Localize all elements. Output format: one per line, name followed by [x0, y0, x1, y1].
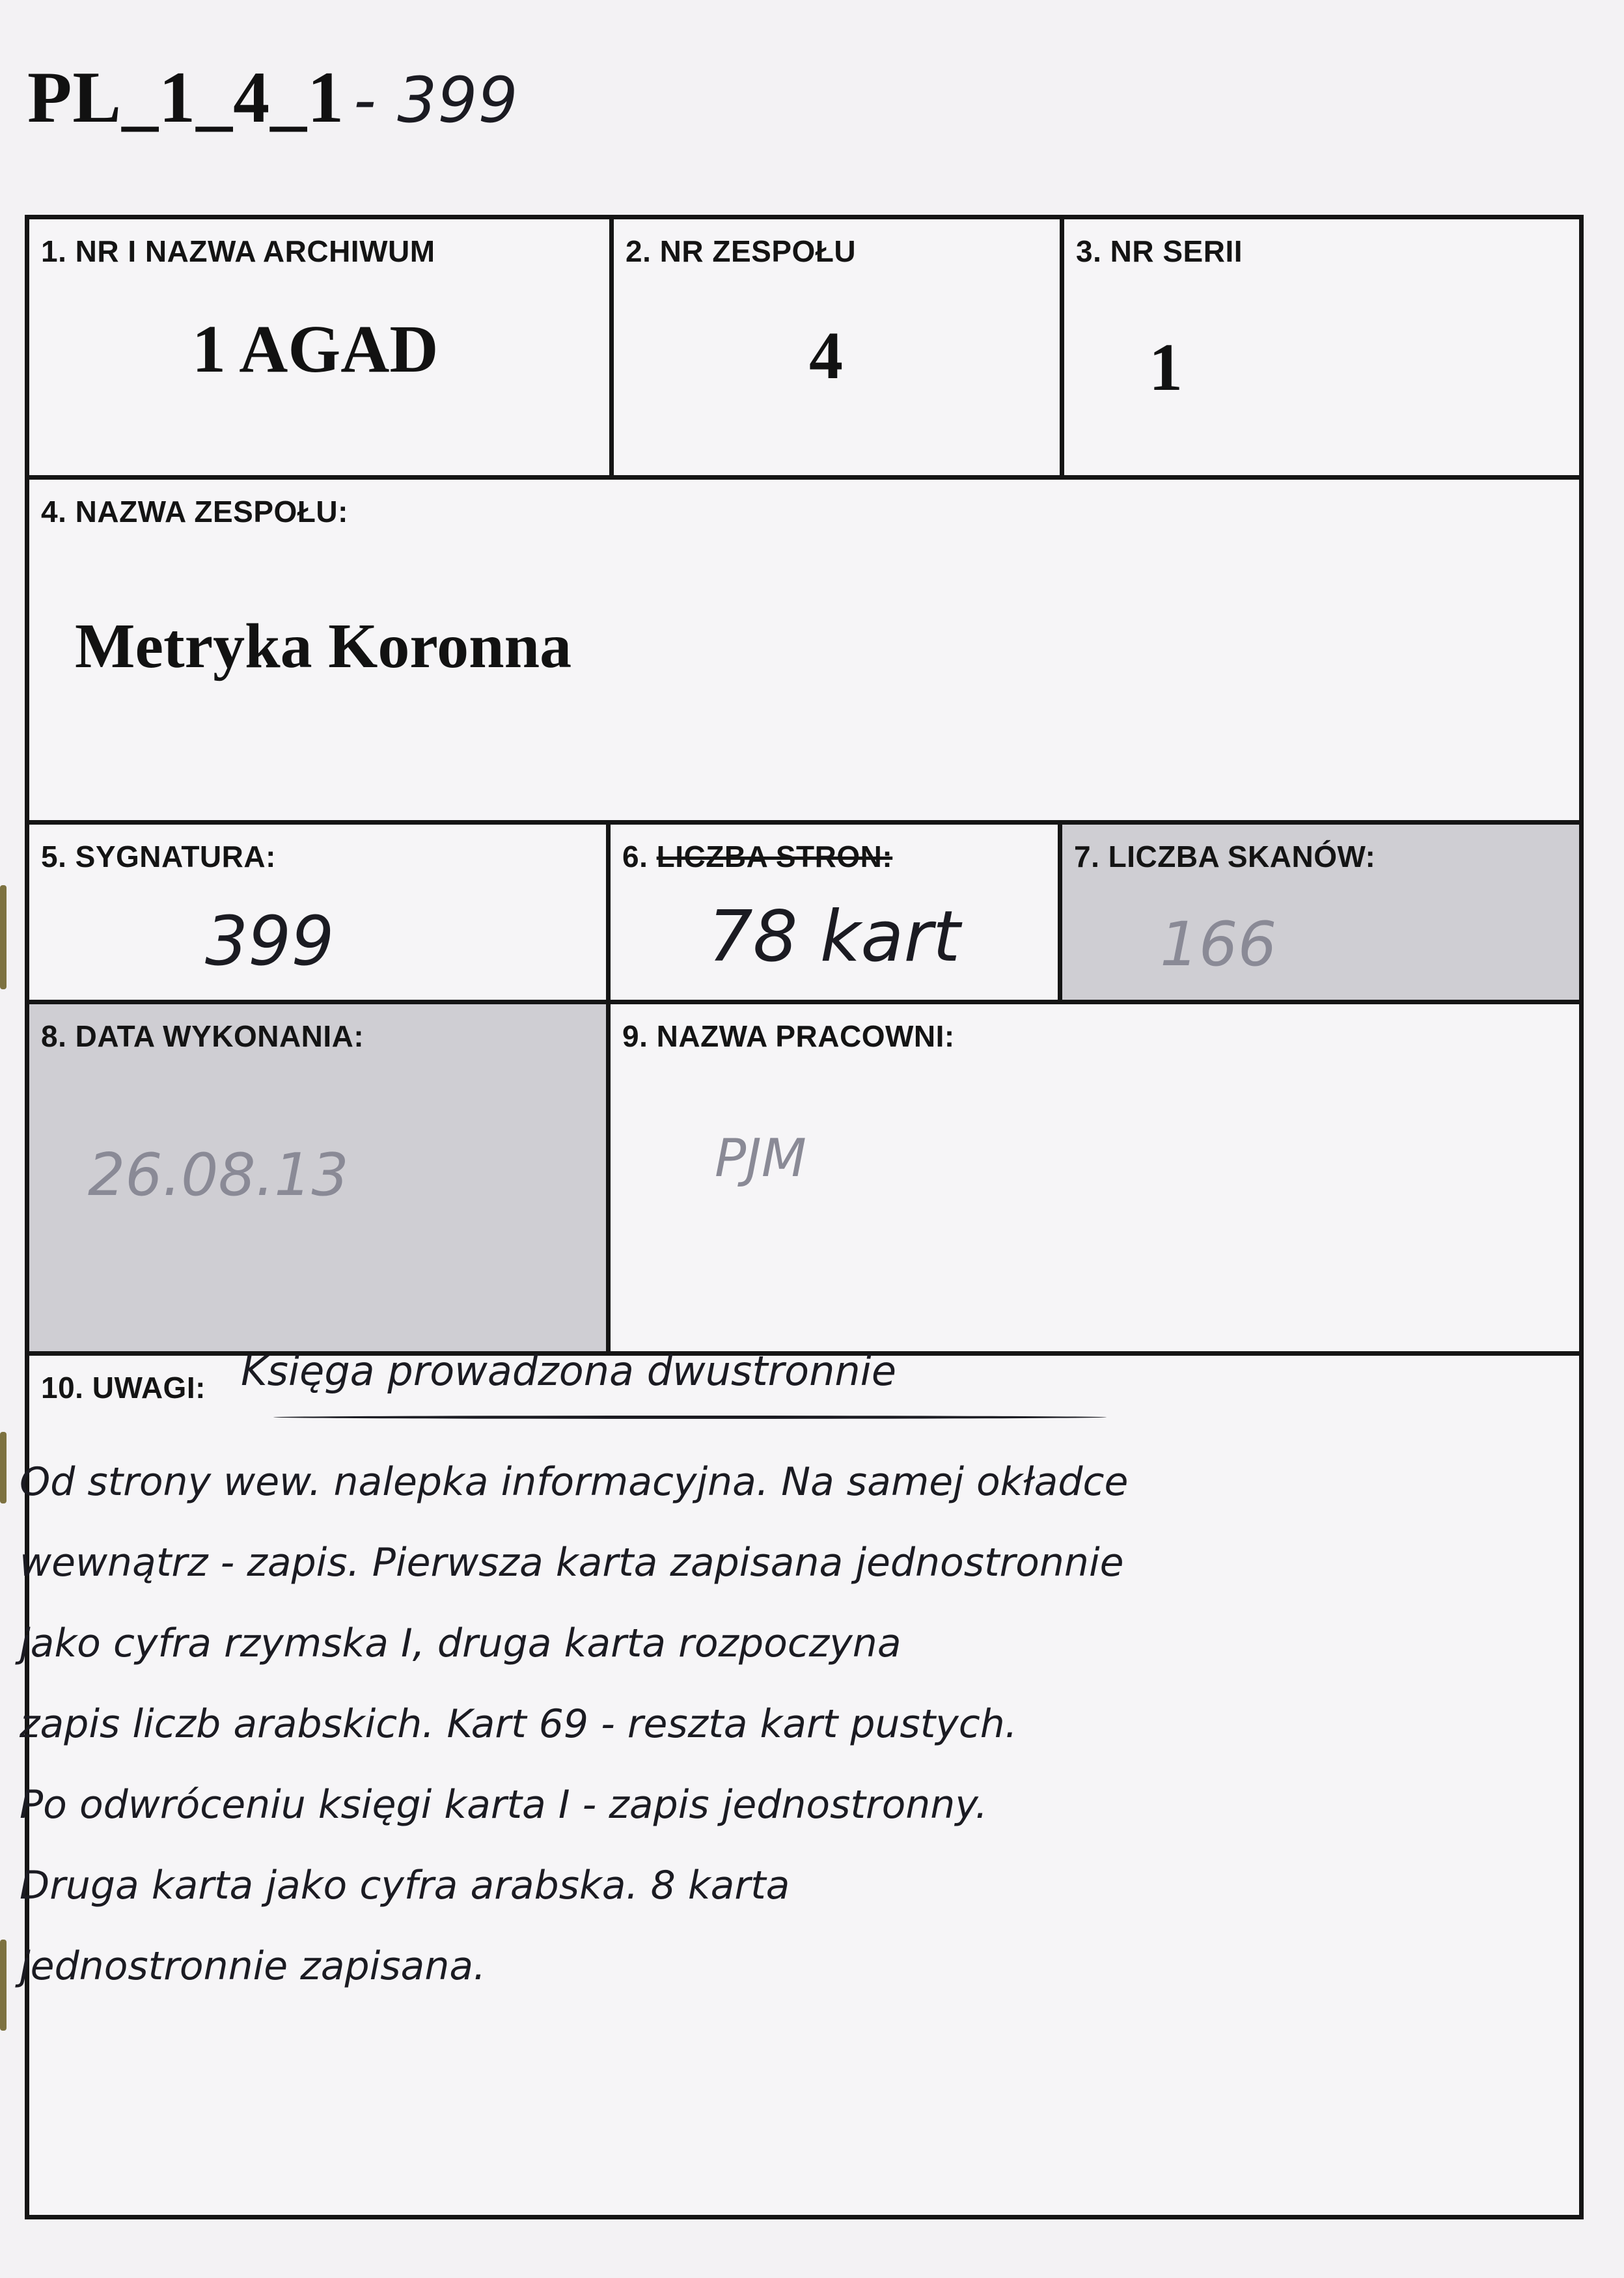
scan-count-value: 166	[1160, 909, 1277, 980]
fonds-number-cell	[614, 219, 1064, 480]
page-count-value: 78 kart	[708, 896, 961, 978]
notes-line: Po odwróceniu księgi karta I - zapis jednostronny.	[20, 1782, 988, 1828]
notes-line: zapis liczb arabskich. Kart 69 - reszta kart pustych.	[20, 1701, 1017, 1747]
page-count-label-struck: LICZBA STRON:	[656, 840, 893, 873]
notes-line: Druga karta jako cyfra arabska. 8 karta	[20, 1863, 790, 1908]
notes-heading-underline	[273, 1416, 1107, 1419]
fonds-name-cell	[29, 480, 1579, 825]
workshop-cell	[611, 1004, 1579, 1356]
page-count-label	[622, 839, 892, 874]
series-number-label: 3. NR SERII	[1076, 234, 1243, 268]
fonds-number-label: 2. NR ZESPOŁU	[626, 234, 857, 268]
notes-line: jako cyfra rzymska I, druga karta rozpoczyna	[20, 1621, 901, 1666]
fonds-name-label: 4. NAZWA ZESPOŁU:	[41, 495, 348, 528]
notes-line: Od strony wew. nalepka informacyjna. Na samej okładce	[20, 1459, 1129, 1505]
paper-edge-mark	[0, 885, 7, 989]
date-label: 8. DATA WYKONANIA:	[41, 1019, 365, 1053]
paper-edge-mark	[0, 1940, 7, 2031]
page-count-cell	[611, 825, 1062, 1004]
scan-count-label: 7. LICZBA SKANÓW:	[1074, 840, 1376, 873]
page-count-label-prefix: 6.	[622, 840, 648, 873]
archive-value: 1 AGAD	[192, 312, 439, 387]
date-cell	[29, 1004, 611, 1356]
workshop-label: 9. NAZWA PRACOWNI:	[622, 1019, 955, 1053]
document-code	[27, 56, 519, 140]
signature-value: 399	[205, 901, 335, 981]
document-code-printed: PL_1_4_1	[27, 57, 345, 138]
archive-label: 1. NR I NAZWA ARCHIWUM	[41, 234, 435, 268]
scan-count-cell	[1062, 825, 1579, 1004]
fonds-number-value: 4	[809, 318, 843, 393]
notes-line: jednostronnie zapisana.	[20, 1943, 486, 1989]
series-number-value: 1	[1149, 330, 1183, 405]
notes-body	[20, 1442, 1556, 2007]
workshop-value: PJM	[715, 1128, 806, 1188]
signature-cell	[29, 825, 611, 1004]
date-value: 26.08.13	[88, 1141, 349, 1209]
fonds-name-value: Metryka Koronna	[75, 611, 572, 681]
notes-heading: Księga prowadzona dwustronnie	[241, 1347, 897, 1395]
signature-label: 5. SYGNATURA:	[41, 840, 276, 873]
notes-line: wewnątrz - zapis. Pierwsza karta zapisana jednostronnie	[20, 1540, 1124, 1585]
document-code-handwritten: - 399	[353, 64, 519, 137]
notes-label: 10. UWAGI:	[41, 1371, 206, 1405]
paper-edge-mark	[0, 1432, 7, 1503]
series-number-cell	[1064, 219, 1579, 480]
archive-cell	[29, 219, 614, 480]
